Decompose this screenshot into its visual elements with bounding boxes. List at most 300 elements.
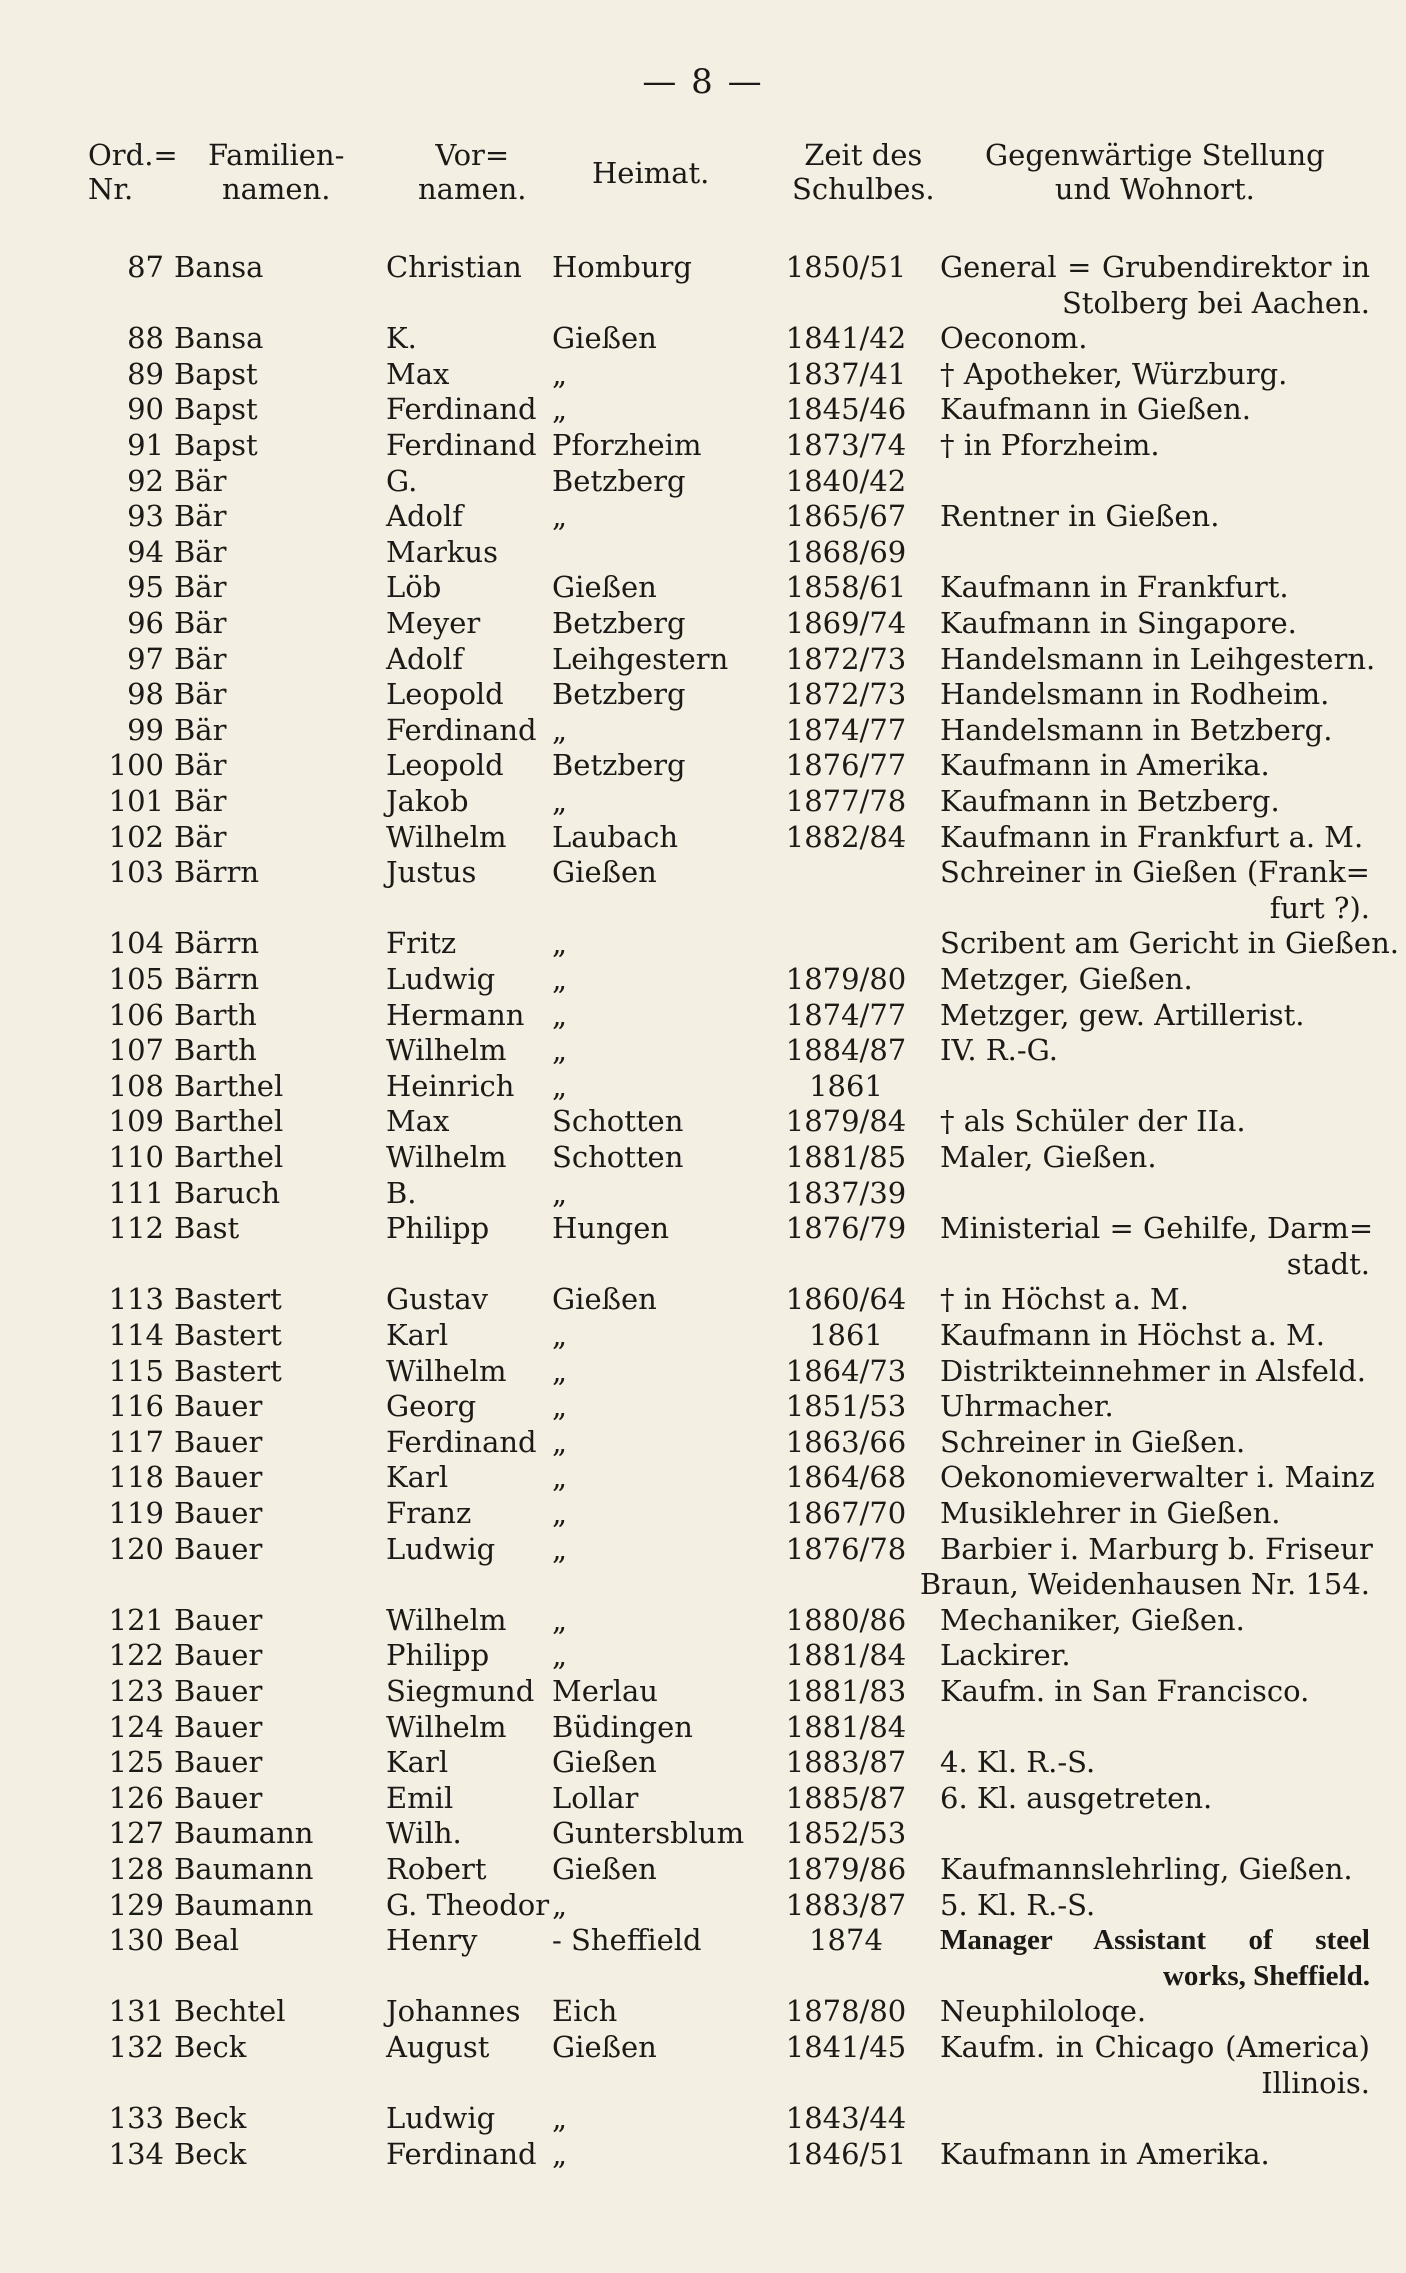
home-town: „: [552, 1176, 568, 1210]
row-number: 115: [108, 1354, 164, 1388]
first-name: Wilhelm: [386, 1033, 507, 1067]
school-period: 1876/78: [785, 1532, 907, 1566]
position-residence: 5. Kl. R.-S.: [940, 1888, 1096, 1922]
home-town: „: [552, 1603, 568, 1637]
first-name: Max: [386, 1104, 450, 1138]
position-residence: Kaufmann in Singapore.: [940, 606, 1297, 640]
first-name: Ferdinand: [386, 2137, 537, 2171]
school-period: 1881/84: [785, 1710, 907, 1744]
row-number: 105: [108, 962, 164, 996]
position-residence: Metzger, Gießen.: [940, 962, 1193, 996]
home-town: „: [552, 1069, 568, 1103]
home-town: „: [552, 1496, 568, 1530]
family-name: Barth: [174, 998, 257, 1032]
row-number: 96: [127, 606, 164, 640]
school-period: 1874/77: [785, 998, 907, 1032]
table-row: [0, 1851, 1406, 1887]
position-residence: Uhrmacher.: [940, 1389, 1114, 1423]
home-town: Gießen: [552, 2030, 657, 2064]
position-continuation: Illinois.: [1261, 2066, 1370, 2100]
table-row: [0, 1353, 1406, 1389]
position-residence: Manager Assistant of steel: [940, 1924, 1370, 1956]
position-continuation: Stolberg bei Aachen.: [1061, 286, 1370, 320]
row-number: 109: [108, 1104, 164, 1138]
family-name: Bär: [174, 535, 227, 569]
home-town: „: [552, 1638, 568, 1672]
school-period: 1884/87: [785, 1033, 907, 1067]
position-residence: Mechaniker, Gießen.: [940, 1603, 1245, 1637]
row-number: 97: [127, 642, 164, 676]
first-name: Siegmund: [386, 1674, 535, 1708]
first-name: Ferdinand: [386, 392, 537, 426]
row-number: 101: [108, 784, 164, 818]
header-zeit-line1: Zeit des: [804, 138, 923, 172]
first-name: Wilhelm: [386, 1140, 507, 1174]
position-residence: Kaufmann in Frankfurt a. M.: [940, 820, 1364, 854]
family-name: Bär: [174, 606, 227, 640]
first-name: Hermann: [386, 998, 525, 1032]
first-name: Leopold: [386, 677, 504, 711]
school-period: 1850/51: [785, 250, 907, 284]
header-heimat: [592, 156, 709, 190]
family-name: Bansa: [174, 250, 264, 284]
row-number: 119: [108, 1496, 164, 1530]
table-row: [0, 605, 1406, 641]
row-number: 114: [108, 1318, 164, 1352]
home-town: „: [552, 1460, 568, 1494]
family-name: Bansa: [174, 321, 264, 355]
first-name: Ludwig: [386, 1532, 496, 1566]
header-fam-line2: namen.: [221, 172, 331, 206]
home-town: „: [552, 998, 568, 1032]
family-name: Bärrn: [174, 926, 260, 960]
school-period: 1841/45: [785, 2030, 907, 2064]
row-number: 91: [127, 428, 164, 462]
table-row: [0, 1424, 1406, 1460]
school-period: 1840/42: [785, 464, 907, 498]
home-town: Homburg: [552, 250, 692, 284]
row-number: 102: [108, 820, 164, 854]
table-row: [0, 391, 1406, 427]
family-name: Bauer: [174, 1389, 263, 1423]
position-residence: Distrikteinnehmer in Alsfeld.: [940, 1354, 1367, 1388]
first-name: Fritz: [386, 926, 457, 960]
family-name: Baumann: [174, 1816, 314, 1850]
home-town: „: [552, 392, 568, 426]
position-residence: Oeconom.: [940, 321, 1088, 355]
home-town: „: [552, 1532, 568, 1566]
school-period: 1879/86: [785, 1852, 907, 1886]
row-number: 125: [108, 1745, 164, 1779]
table-row: [0, 712, 1406, 748]
school-period: 1861: [809, 1318, 883, 1352]
table-row: [0, 1922, 1406, 1958]
school-period: 1851/53: [785, 1389, 907, 1423]
school-period: 1885/87: [785, 1781, 907, 1815]
position-residence: Kaufmann in Amerika.: [940, 2137, 1270, 2171]
family-name: Bauer: [174, 1781, 263, 1815]
home-town: „: [552, 2137, 568, 2171]
position-residence: General = Grubendirektor in: [940, 250, 1370, 284]
family-name: Bär: [174, 784, 227, 818]
position-residence: Lackirer.: [940, 1638, 1071, 1672]
first-name: Leopold: [386, 748, 504, 782]
table-row: [0, 356, 1406, 392]
family-name: Bapst: [174, 428, 258, 462]
first-name: Karl: [386, 1318, 449, 1352]
position-residence: 6. Kl. ausgetreten.: [940, 1781, 1213, 1815]
first-name: Karl: [386, 1460, 449, 1494]
home-town: Schotten: [552, 1140, 684, 1174]
row-number: 118: [108, 1460, 164, 1494]
school-period: 1858/61: [785, 570, 907, 604]
row-number: 108: [108, 1069, 164, 1103]
first-name: Meyer: [386, 606, 481, 640]
table-row: [0, 498, 1406, 534]
school-period: 1874: [809, 1923, 883, 1957]
position-residence: Handelsmann in Betzberg.: [940, 713, 1333, 747]
home-town: „: [552, 2101, 568, 2135]
school-period: 1841/42: [785, 321, 907, 355]
family-name: Barthel: [174, 1104, 284, 1138]
family-name: Beck: [174, 2101, 247, 2135]
row-number: 130: [108, 1923, 164, 1957]
family-name: Bauer: [174, 1745, 263, 1779]
family-name: Bär: [174, 570, 227, 604]
table-row: [0, 1673, 1406, 1709]
school-period: 1864/73: [785, 1354, 907, 1388]
position-residence: Rentner in Gießen.: [940, 499, 1220, 533]
school-period: 1843/44: [785, 2101, 907, 2135]
home-town: Betzberg: [552, 677, 686, 711]
school-period: 1881/85: [785, 1140, 907, 1174]
first-name: Löb: [386, 570, 442, 604]
row-number: 92: [127, 464, 164, 498]
school-period: 1869/74: [785, 606, 907, 640]
home-town: Betzberg: [552, 464, 686, 498]
home-town: Gießen: [552, 570, 657, 604]
table-row: [0, 1744, 1406, 1780]
school-period: 1872/73: [785, 642, 907, 676]
home-town: Pforzheim: [552, 428, 702, 462]
first-name: Wilhelm: [386, 1710, 507, 1744]
table-row: [0, 1388, 1406, 1424]
table-row: [0, 1103, 1406, 1139]
row-number: 132: [108, 2030, 164, 2064]
first-name: Ferdinand: [386, 428, 537, 462]
school-period: 1837/39: [785, 1176, 907, 1210]
first-name: Gustav: [386, 1282, 489, 1316]
family-name: Bärrn: [174, 855, 260, 889]
family-name: Bast: [174, 1211, 240, 1245]
table-row: [0, 249, 1406, 285]
home-town: Laubach: [552, 820, 678, 854]
school-period: 1882/84: [785, 820, 907, 854]
first-name: Adolf: [386, 642, 463, 676]
family-name: Bär: [174, 499, 227, 533]
row-number: 98: [127, 677, 164, 711]
school-period: 1883/87: [785, 1888, 907, 1922]
home-town: Gießen: [552, 1282, 657, 1316]
home-town: Hungen: [552, 1211, 670, 1245]
table-row: [0, 1709, 1406, 1745]
family-name: Bauer: [174, 1425, 263, 1459]
family-name: Bär: [174, 642, 227, 676]
family-name: Baruch: [174, 1176, 281, 1210]
row-number: 122: [108, 1638, 164, 1672]
family-name: Bauer: [174, 1674, 263, 1708]
family-name: Bapst: [174, 357, 258, 391]
position-residence: Schreiner in Gießen (Frank=: [940, 855, 1370, 889]
table-row: [0, 997, 1406, 1033]
position-residence: Metzger, gew. Artillerist.: [940, 998, 1305, 1032]
row-number: 112: [108, 1211, 164, 1245]
row-number: 120: [108, 1532, 164, 1566]
home-town: Gießen: [552, 1852, 657, 1886]
school-period: 1846/51: [785, 2137, 907, 2171]
position-residence: Kaufmann in Gießen.: [940, 392, 1251, 426]
school-period: 1837/41: [785, 357, 907, 391]
school-period: 1865/67: [785, 499, 907, 533]
first-name: Franz: [386, 1496, 472, 1530]
home-town: Gießen: [552, 1745, 657, 1779]
first-name: Philipp: [386, 1211, 490, 1245]
first-name: Wilh.: [386, 1816, 462, 1850]
first-name: Wilhelm: [386, 820, 507, 854]
school-period: 1883/87: [785, 1745, 907, 1779]
table-row: [0, 1032, 1406, 1068]
position-residence: † Apotheker, Würzburg.: [940, 357, 1288, 391]
table-row: [0, 1887, 1406, 1923]
first-name: K.: [386, 321, 417, 355]
family-name: Baumann: [174, 1852, 314, 1886]
row-number: 89: [127, 357, 164, 391]
family-name: Bär: [174, 677, 227, 711]
table-row: [0, 1068, 1406, 1104]
table-row: [0, 320, 1406, 356]
row-number: 124: [108, 1710, 164, 1744]
school-period: 1863/66: [785, 1425, 907, 1459]
home-town: Eich: [552, 1994, 618, 2028]
home-town: „: [552, 962, 568, 996]
school-period: 1864/68: [785, 1460, 907, 1494]
first-name: Christian: [386, 250, 522, 284]
table-row: [0, 1495, 1406, 1531]
position-residence: Kaufmannslehrling, Gießen.: [940, 1852, 1353, 1886]
school-period: 1876/77: [785, 748, 907, 782]
position-residence: Kaufmann in Frankfurt.: [940, 570, 1289, 604]
row-number: 99: [127, 713, 164, 747]
table-row: [0, 1139, 1406, 1175]
header-ord: [88, 138, 178, 206]
row-number: 116: [108, 1389, 164, 1423]
position-residence: Kaufmann in Amerika.: [940, 748, 1270, 782]
position-residence: Schreiner in Gießen.: [940, 1425, 1246, 1459]
row-number: 121: [108, 1603, 164, 1637]
table-row: [0, 1815, 1406, 1851]
header-ord-line1: Ord.=: [88, 138, 178, 172]
position-residence: Handelsmann in Leihgestern.: [940, 642, 1376, 676]
first-name: Wilhelm: [386, 1603, 507, 1637]
position-residence: Barbier i. Marburg b. Friseur: [940, 1532, 1373, 1566]
first-name: Max: [386, 357, 450, 391]
table-row: [0, 1602, 1406, 1638]
home-town: „: [552, 1389, 568, 1423]
row-number: 90: [127, 392, 164, 426]
home-town: Merlau: [552, 1674, 658, 1708]
family-name: Bärrn: [174, 962, 260, 996]
table-row: [0, 534, 1406, 570]
table-row: [0, 2029, 1406, 2065]
position-continuation: stadt.: [1286, 1247, 1370, 1281]
family-name: Bauer: [174, 1496, 263, 1530]
position-residence: † in Höchst a. M.: [940, 1282, 1189, 1316]
table-row: [0, 1531, 1406, 1567]
family-name: Bauer: [174, 1532, 263, 1566]
first-name: Markus: [386, 535, 498, 569]
family-name: Bauer: [174, 1460, 263, 1494]
table-row: [0, 1459, 1406, 1495]
home-town: Lollar: [552, 1781, 639, 1815]
school-period: 1878/80: [785, 1994, 907, 2028]
position-residence: † als Schüler der IIa.: [940, 1104, 1246, 1138]
row-number: 127: [108, 1816, 164, 1850]
family-name: Bastert: [174, 1282, 282, 1316]
position-residence: Neuphiloloqe.: [940, 1994, 1147, 2028]
header-ord-line2: Nr.: [88, 172, 134, 206]
position-residence: Kaufmann in Höchst a. M.: [940, 1318, 1325, 1352]
family-name: Bär: [174, 713, 227, 747]
position-residence: 4. Kl. R.-S.: [940, 1745, 1096, 1779]
table-row: [0, 676, 1406, 712]
header-vor-line1: Vor=: [435, 138, 510, 172]
first-name: Ludwig: [386, 2101, 496, 2135]
header-zeit-line2: Schulbes.: [792, 172, 935, 206]
header-zeit: [792, 138, 935, 206]
table-row: [0, 427, 1406, 463]
row-number: 117: [108, 1425, 164, 1459]
header-vor-line2: namen.: [418, 172, 527, 206]
family-name: Barthel: [174, 1069, 284, 1103]
home-town: Betzberg: [552, 748, 686, 782]
home-town: „: [552, 1425, 568, 1459]
position-residence: Kaufm. in Chicago (America): [940, 2030, 1370, 2064]
first-name: B.: [386, 1176, 417, 1210]
position-residence: Oekonomieverwalter i. Mainz: [940, 1460, 1375, 1494]
school-period: 1880/86: [785, 1603, 907, 1637]
school-period: 1873/74: [785, 428, 907, 462]
position-residence: Handelsmann in Rodheim.: [940, 677, 1330, 711]
table-row: [0, 747, 1406, 783]
home-town: - Sheffield: [552, 1923, 702, 1957]
header-fam-line1: Familien-: [208, 138, 345, 172]
row-number: 107: [108, 1033, 164, 1067]
school-period: 1872/73: [785, 677, 907, 711]
position-continuation: Braun, Weidenhausen Nr. 154.: [919, 1567, 1370, 1601]
first-name: Ludwig: [386, 962, 496, 996]
family-name: Barthel: [174, 1140, 284, 1174]
table-row: [0, 1780, 1406, 1816]
table-row: [0, 1637, 1406, 1673]
row-number: 94: [127, 535, 164, 569]
table-row: [0, 1993, 1406, 2029]
row-number: 126: [108, 1781, 164, 1815]
school-period: 1874/77: [785, 713, 907, 747]
row-number: 133: [108, 2101, 164, 2135]
school-period: 1867/70: [785, 1496, 907, 1530]
school-period: 1881/83: [785, 1674, 907, 1708]
header-stellung: [985, 138, 1325, 206]
family-name: Beal: [174, 1923, 240, 1957]
table-row: [0, 2136, 1406, 2172]
family-name: Bär: [174, 464, 227, 498]
home-town: „: [552, 499, 568, 533]
family-name: Bastert: [174, 1318, 282, 1352]
school-period: 1861: [809, 1069, 883, 1103]
school-period: 1876/79: [785, 1211, 907, 1245]
home-town: Büdingen: [552, 1710, 693, 1744]
family-name: Bapst: [174, 392, 258, 426]
header-heimat-text: Heimat.: [592, 156, 710, 190]
family-name: Baumann: [174, 1888, 314, 1922]
position-residence: Maler, Gießen.: [940, 1140, 1157, 1174]
header-familiennamen: [208, 138, 344, 206]
position-residence: Ministerial = Gehilfe, Darm=: [940, 1211, 1374, 1245]
first-name: Justus: [386, 855, 477, 889]
family-name: Beck: [174, 2137, 247, 2171]
first-name: Ferdinand: [386, 1425, 537, 1459]
family-name: Barth: [174, 1033, 257, 1067]
row-number: 110: [108, 1140, 164, 1174]
home-town: „: [552, 357, 568, 391]
position-residence: Kaufm. in San Francisco.: [940, 1674, 1310, 1708]
first-name: Philipp: [386, 1638, 490, 1672]
home-town: Schotten: [552, 1104, 684, 1138]
table-row: [0, 1210, 1406, 1246]
row-number: 100: [108, 748, 164, 782]
row-number: 123: [108, 1674, 164, 1708]
row-number: 87: [127, 250, 164, 284]
home-town: „: [552, 1318, 568, 1352]
home-town: „: [552, 1888, 568, 1922]
position-residence: Musiklehrer in Gießen.: [940, 1496, 1281, 1530]
row-number: 106: [108, 998, 164, 1032]
family-name: Bär: [174, 748, 227, 782]
family-name: Bauer: [174, 1603, 263, 1637]
position-residence: IV. R.-G.: [940, 1033, 1058, 1067]
table-row: [0, 641, 1406, 677]
school-period: 1860/64: [785, 1282, 907, 1316]
family-name: Bauer: [174, 1638, 263, 1672]
row-number: 93: [127, 499, 164, 533]
row-number: 88: [127, 321, 164, 355]
first-name: Emil: [386, 1781, 454, 1815]
first-name: G. Theodor: [386, 1888, 550, 1922]
first-name: Robert: [386, 1852, 487, 1886]
table-row: [0, 1175, 1406, 1211]
home-town: „: [552, 713, 568, 747]
row-number: 131: [108, 1994, 164, 2028]
home-town: „: [552, 1033, 568, 1067]
first-name: Karl: [386, 1745, 449, 1779]
family-name: Bechtel: [174, 1994, 286, 2028]
home-town: Leihgestern: [552, 642, 729, 676]
family-name: Bauer: [174, 1710, 263, 1744]
home-town: Gießen: [552, 321, 657, 355]
row-number: 95: [127, 570, 164, 604]
first-name: Georg: [386, 1389, 477, 1423]
family-name: Bär: [174, 820, 227, 854]
